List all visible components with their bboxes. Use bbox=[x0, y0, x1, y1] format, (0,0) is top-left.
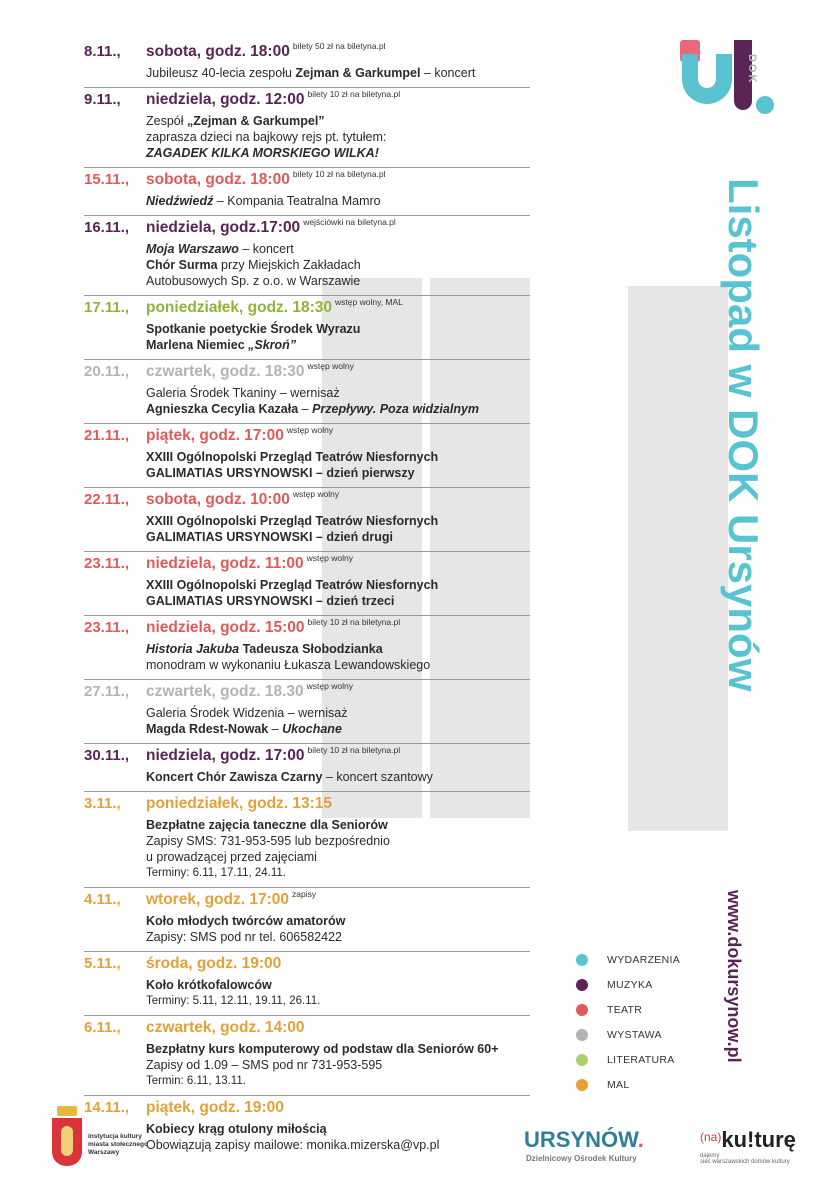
event-time: wtorek, godz. 17:00 bbox=[146, 891, 289, 908]
event-text-bold: Ukochane bbox=[282, 722, 342, 736]
event-text: u prowadzącej przed zajęciami bbox=[146, 850, 317, 864]
event-item bbox=[84, 680, 530, 744]
event-time: niedziela, godz. 12:00 bbox=[146, 91, 305, 108]
nakulture-logo bbox=[700, 1127, 796, 1153]
event-text-bold: Koło krótkofalowców bbox=[146, 978, 272, 992]
logo-text: URSYNÓW bbox=[524, 1127, 638, 1152]
event-ticket-note: wstęp wolny bbox=[286, 425, 334, 435]
website-link[interactable]: www.dokursynow.pl bbox=[724, 890, 744, 1063]
event-date: 8.11., bbox=[84, 43, 121, 60]
event-item bbox=[84, 88, 530, 168]
event-time: niedziela, godz. 15:00 bbox=[146, 619, 305, 636]
event-time: poniedziałek, godz. 18:30 bbox=[146, 299, 333, 316]
nakulture-subtitle bbox=[700, 1153, 790, 1165]
legend-label: MUZYKA bbox=[607, 978, 653, 991]
event-text: Galeria Środek Widzenia – wernisaż bbox=[146, 706, 348, 720]
event-text-bold: Spotkanie poetyckie Środek Wyrazu bbox=[146, 322, 361, 336]
event-time: sobota, godz. 18:00 bbox=[146, 43, 290, 60]
event-date: 15.11., bbox=[84, 171, 130, 188]
dok-logo bbox=[680, 40, 790, 120]
event-text-bold: ZAGADEK KILKA MORSKIEGO WILKA! bbox=[146, 146, 379, 160]
event-ticket-note: wstęp wolny, MAL bbox=[335, 297, 403, 307]
event-date: 21.11., bbox=[84, 427, 130, 444]
logo-text: ku!turę bbox=[721, 1127, 796, 1152]
legend-item bbox=[576, 997, 680, 1022]
legend-dot bbox=[576, 1029, 588, 1041]
caption-line: miasta stołecznego bbox=[88, 1141, 148, 1148]
ursynow-logo bbox=[524, 1127, 644, 1153]
event-time: czwartek, godz. 14:00 bbox=[146, 1019, 305, 1036]
event-text-bold: Niedźwiedź bbox=[146, 194, 214, 208]
legend-dot bbox=[576, 1054, 588, 1066]
event-text: Autobusowych Sp. z o.o. w Warszawie bbox=[146, 274, 361, 288]
legend-label: LITERATURA bbox=[607, 1053, 675, 1066]
event-text: – koncert szantowy bbox=[322, 770, 433, 784]
event-text: – Kompania Teatralna Mamro bbox=[213, 194, 381, 208]
event-time: niedziela, godz. 17:00 bbox=[146, 747, 305, 764]
event-date: 4.11., bbox=[84, 891, 121, 908]
event-item bbox=[84, 168, 530, 216]
legend-label: MAL bbox=[607, 1078, 630, 1091]
event-time: piątek, godz. 19:00 bbox=[146, 1099, 284, 1116]
event-date: 16.11., bbox=[84, 219, 130, 236]
event-ticket-note: wstęp wolny bbox=[292, 489, 340, 499]
event-date: 30.11., bbox=[84, 747, 130, 764]
legend-label: TEATR bbox=[607, 1003, 643, 1016]
event-text: Obowiązują zapisy mailowe: monika.mizerska@vp.pl bbox=[146, 1138, 440, 1152]
event-item bbox=[84, 216, 530, 296]
event-text-bold: Chór Surma bbox=[146, 258, 218, 272]
event-text-bold: Magda Rdest-Nowak bbox=[146, 722, 269, 736]
mermaid-icon bbox=[61, 1126, 73, 1156]
event-date: 9.11., bbox=[84, 91, 121, 108]
event-text-bold: Zejman & Garkumpel bbox=[295, 66, 421, 80]
event-ticket-note: wejściówki na biletyna.pl bbox=[303, 217, 396, 227]
event-text-bold: Koło młodych twórców amatorów bbox=[146, 914, 346, 928]
event-date: 23.11., bbox=[84, 619, 130, 636]
legend-dot bbox=[576, 1004, 588, 1016]
event-ticket-note: bilety 50 zł na biletyna.pl bbox=[292, 41, 386, 51]
event-ticket-note: bilety 10 zł na biletyna.pl bbox=[307, 617, 401, 627]
event-text-bold: XXIII Ogólnopolski Przegląd Teatrów Niesfornych bbox=[146, 450, 439, 464]
event-item bbox=[84, 296, 530, 360]
event-ticket-note: bilety 10 zł na biletyna.pl bbox=[307, 89, 401, 99]
event-date: 22.11., bbox=[84, 491, 130, 508]
event-date: 23.11., bbox=[84, 555, 130, 572]
warsaw-crest-icon bbox=[52, 1106, 82, 1168]
caption-line: instytucja kultury bbox=[88, 1133, 142, 1140]
caption-line: Warszawy bbox=[88, 1149, 120, 1156]
event-time: poniedziałek, godz. 13:15 bbox=[146, 795, 333, 812]
event-item bbox=[84, 888, 530, 952]
event-text: Zapisy SMS: 731-953-595 lub bezpośrednio bbox=[146, 834, 390, 848]
event-item bbox=[84, 1096, 530, 1159]
event-text: przy Miejskich Zakładach bbox=[217, 258, 361, 272]
institution-caption bbox=[88, 1133, 148, 1157]
event-ticket-note: bilety 10 zł na biletyna.pl bbox=[307, 745, 401, 755]
event-ticket-note: wstęp wolny bbox=[306, 553, 353, 563]
event-item bbox=[84, 952, 530, 1016]
legend-dot bbox=[576, 954, 588, 966]
event-item bbox=[84, 40, 530, 88]
event-text-bold: GALIMATIAS URSYNOWSKI – dzień drugi bbox=[146, 530, 393, 544]
event-text: – koncert bbox=[420, 66, 476, 80]
logo-text: (na) bbox=[700, 1130, 722, 1144]
event-text-bold: Przepływy. Poza widzialnym bbox=[312, 402, 480, 416]
legend-label: WYSTAWA bbox=[607, 1028, 662, 1041]
event-text-bold: „Zejman & Garkumpel” bbox=[187, 114, 325, 128]
event-text: Zespół bbox=[146, 114, 187, 128]
event-text: Zapisy od 1.09 – SMS pod nr 731-953-595 bbox=[146, 1058, 383, 1072]
legend-item bbox=[576, 1022, 680, 1047]
logo-text: DOK bbox=[746, 54, 758, 85]
big-number-decoration bbox=[628, 286, 728, 831]
event-item bbox=[84, 360, 530, 424]
event-list bbox=[84, 40, 530, 1159]
event-text: monodram w wykonaniu Łukasza Lewandowskiego bbox=[146, 658, 431, 672]
event-date: 20.11., bbox=[84, 363, 130, 380]
event-text-bold: Bezpłatne zajęcia taneczne dla Seniorów bbox=[146, 818, 388, 832]
legend-item bbox=[576, 947, 680, 972]
event-time: niedziela, godz.17:00 bbox=[146, 219, 301, 236]
event-text-bold: „Skroń” bbox=[248, 338, 297, 352]
logo-text: dajemy bbox=[700, 1153, 720, 1159]
legend bbox=[576, 947, 680, 1097]
event-text: – koncert bbox=[238, 242, 294, 256]
logo-dot: . bbox=[637, 1127, 644, 1152]
logo-text: sieć warszawskich domów kultury bbox=[700, 1159, 790, 1165]
legend-item bbox=[576, 1072, 680, 1097]
event-text-bold: Agnieszka Cecylia Kazała bbox=[146, 402, 299, 416]
event-item bbox=[84, 488, 530, 552]
event-text: – bbox=[268, 722, 283, 736]
event-text-bold: Koncert Chór Zawisza Czarny bbox=[146, 770, 323, 784]
event-time: piątek, godz. 17:00 bbox=[146, 427, 284, 444]
event-text: Jubileusz 40-lecia zespołu bbox=[146, 66, 296, 80]
event-date: 3.11., bbox=[84, 795, 121, 812]
event-item bbox=[84, 552, 530, 616]
event-text-bold: Kobiecy krąg otulony miłością bbox=[146, 1122, 327, 1136]
event-date: 5.11., bbox=[84, 955, 121, 972]
event-date: 27.11., bbox=[84, 683, 130, 700]
event-ticket-note: wstęp wolny bbox=[306, 681, 353, 691]
event-time: czwartek, godz. 18:30 bbox=[146, 363, 305, 380]
event-text-bold: XXIII Ogólnopolski Przegląd Teatrów Niesfornych bbox=[146, 578, 439, 592]
event-text-bold: GALIMATIAS URSYNOWSKI – dzień trzeci bbox=[146, 594, 395, 608]
event-item bbox=[84, 1016, 530, 1096]
event-text-bold: Historia Jakuba bbox=[146, 642, 240, 656]
event-time: środa, godz. 19:00 bbox=[146, 955, 282, 972]
logo-shape bbox=[682, 54, 732, 104]
legend-item bbox=[576, 972, 680, 997]
event-text: Zapisy: SMS pod nr tel. 606582422 bbox=[146, 930, 342, 944]
event-text-bold: Bezpłatny kurs komputerowy od podstaw dla Seniorów 60+ bbox=[146, 1042, 499, 1056]
event-text-bold: Marlena Niemiec bbox=[146, 338, 249, 352]
event-item bbox=[84, 744, 530, 792]
event-item bbox=[84, 792, 530, 888]
event-item bbox=[84, 616, 530, 680]
legend-dot bbox=[576, 1079, 588, 1091]
event-text: zaprasza dzieci na bajkowy rejs pt. tytułem: bbox=[146, 130, 387, 144]
legend-dot bbox=[576, 979, 588, 991]
event-text-bold: Tadeusza Słobodzianka bbox=[239, 642, 383, 656]
event-time: niedziela, godz. 11:00 bbox=[146, 555, 304, 572]
event-text-bold: Moja Warszawo bbox=[146, 242, 239, 256]
event-text: Galeria Środek Tkaniny – wernisaż bbox=[146, 386, 340, 400]
event-text: – bbox=[298, 402, 313, 416]
ursynow-subtitle: Dzielnicowy Ośrodek Kultury bbox=[526, 1154, 637, 1163]
event-time: sobota, godz. 18:00 bbox=[146, 171, 290, 188]
event-text-bold: GALIMATIAS URSYNOWSKI – dzień pierwszy bbox=[146, 466, 415, 480]
page-title: Listopad w DOK Ursynów bbox=[720, 178, 767, 692]
legend-label: WYDARZENIA bbox=[607, 953, 681, 966]
event-text: Termin: 6.11, 13.11. bbox=[146, 1075, 246, 1087]
event-date: 14.11., bbox=[84, 1099, 130, 1116]
event-ticket-note: wstęp wolny bbox=[307, 361, 354, 371]
event-time: sobota, godz. 10:00 bbox=[146, 491, 290, 508]
event-item bbox=[84, 424, 530, 488]
event-date: 6.11., bbox=[84, 1019, 121, 1036]
event-text: Terminy: 6.11, 17.11, 24.11. bbox=[146, 867, 286, 879]
event-ticket-note: bilety 10 zł na biletyna.pl bbox=[292, 169, 386, 179]
logo-dot bbox=[756, 96, 774, 114]
legend-item bbox=[576, 1047, 680, 1072]
event-time: czwartek, godz. 18.30 bbox=[146, 683, 304, 700]
event-text-bold: XXIII Ogólnopolski Przegląd Teatrów Niesfornych bbox=[146, 514, 439, 528]
crown-icon bbox=[57, 1106, 77, 1116]
event-date: 17.11., bbox=[84, 299, 130, 316]
event-text: Terminy: 5.11, 12.11, 19.11, 26.11. bbox=[146, 995, 321, 1007]
event-ticket-note: zapisy bbox=[291, 889, 317, 899]
